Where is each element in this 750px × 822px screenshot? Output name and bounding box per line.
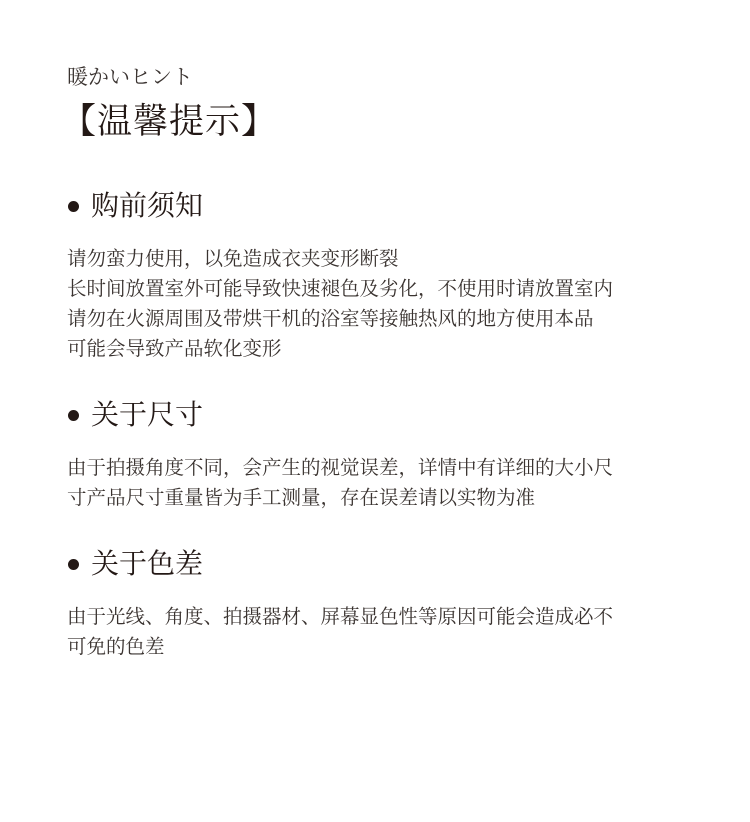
- section-heading: [67, 397, 707, 433]
- section-body: [67, 244, 707, 364]
- section-heading: [67, 546, 707, 582]
- page-title: 【温馨提示】: [61, 102, 278, 142]
- bullet-dot-icon: [68, 410, 79, 421]
- section-body: [67, 453, 707, 513]
- section-purchase-notice: [67, 188, 707, 364]
- body-line: 寸产品尺寸重量皆为手工测量，存在误差请以实物为准: [67, 486, 536, 509]
- page-subtitle: 暖かいヒント: [67, 65, 193, 89]
- section-heading-label: 购前须知: [91, 189, 204, 222]
- body-line: 请勿蛮力使用，以免造成衣夹变形断裂: [67, 247, 399, 270]
- section-about-color: [67, 546, 707, 662]
- section-about-size: [67, 397, 707, 513]
- body-line: 由于光线、角度、拍摄器材、屏幕显色性等原因可能会造成必不: [67, 605, 614, 628]
- bullet-dot-icon: [68, 559, 79, 570]
- section-heading-label: 关于尺寸: [91, 398, 204, 431]
- body-line: 可能会导致产品软化变形: [67, 337, 282, 360]
- body-line: 可免的色差: [67, 635, 165, 658]
- body-line: 请勿在火源周围及带烘干机的浴室等接触热风的地方使用本品: [67, 307, 594, 330]
- bullet-dot-icon: [68, 201, 79, 212]
- body-line: 长时间放置室外可能导致快速褪色及劣化，不使用时请放置室内: [67, 277, 614, 300]
- body-line: 由于拍摄角度不同，会产生的视觉误差，详情中有详细的大小尺: [67, 456, 614, 479]
- section-body: [67, 602, 707, 662]
- section-heading-label: 关于色差: [91, 547, 204, 580]
- section-heading: [67, 188, 707, 224]
